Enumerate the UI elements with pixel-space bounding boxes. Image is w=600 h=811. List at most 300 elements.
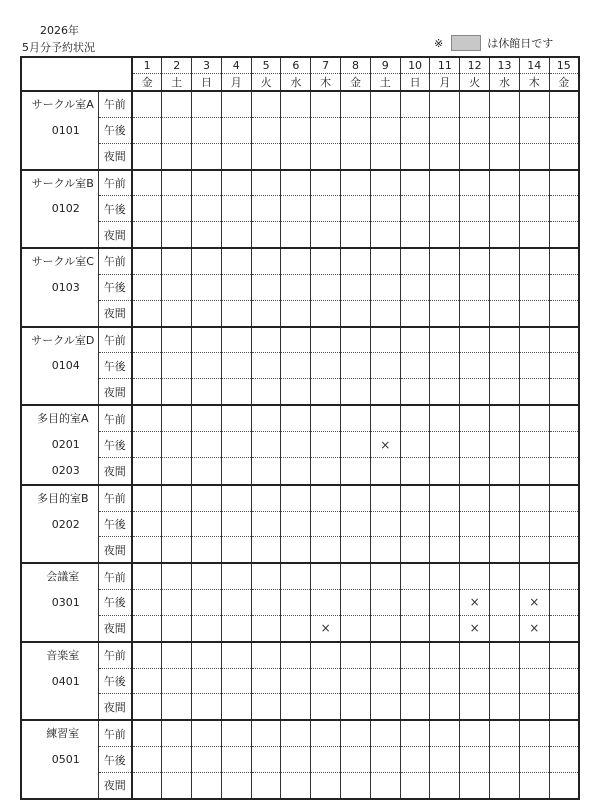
table-row bbox=[21, 458, 579, 485]
availability-cell bbox=[251, 353, 281, 379]
room-name: サークル室D bbox=[31, 333, 95, 347]
availability-cell bbox=[519, 694, 549, 720]
availability-cell bbox=[549, 511, 579, 537]
availability-cell bbox=[132, 485, 162, 511]
availability-cell bbox=[251, 432, 281, 458]
availability-cell bbox=[370, 458, 400, 485]
availability-cell bbox=[490, 327, 520, 353]
availability-cell bbox=[460, 720, 490, 746]
availability-cell bbox=[370, 772, 400, 798]
availability-cell bbox=[162, 772, 192, 798]
availability-cell bbox=[400, 117, 430, 143]
availability-cell bbox=[490, 274, 520, 300]
availability-cell bbox=[341, 248, 371, 274]
availability-cell bbox=[549, 537, 579, 563]
availability-cell bbox=[221, 274, 251, 300]
availability-cell bbox=[460, 563, 490, 589]
availability-cell bbox=[311, 432, 341, 458]
availability-cell bbox=[490, 379, 520, 405]
availability-cell bbox=[251, 327, 281, 353]
weekday-label: 木 bbox=[311, 74, 341, 92]
availability-cell bbox=[370, 300, 400, 326]
table-row bbox=[21, 196, 579, 222]
availability-cell bbox=[311, 590, 341, 616]
table-row bbox=[21, 772, 579, 798]
availability-cell bbox=[519, 91, 549, 117]
availability-cell bbox=[460, 117, 490, 143]
slot-label: 夜間 bbox=[98, 615, 132, 641]
room-cell bbox=[21, 327, 98, 406]
availability-cell bbox=[370, 170, 400, 196]
availability-cell bbox=[400, 694, 430, 720]
availability-cell bbox=[400, 300, 430, 326]
availability-cell bbox=[370, 747, 400, 773]
availability-cell bbox=[192, 458, 222, 485]
availability-cell bbox=[311, 772, 341, 798]
availability-cell bbox=[490, 170, 520, 196]
availability-cell bbox=[460, 432, 490, 458]
availability-cell bbox=[341, 327, 371, 353]
availability-cell bbox=[549, 615, 579, 641]
availability-cell bbox=[400, 196, 430, 222]
availability-cell bbox=[251, 642, 281, 668]
availability-cell bbox=[430, 747, 460, 773]
slot-label: 午前 bbox=[98, 720, 132, 746]
availability-cell bbox=[341, 590, 371, 616]
availability-cell bbox=[251, 300, 281, 326]
availability-cell bbox=[519, 668, 549, 694]
availability-cell bbox=[549, 485, 579, 511]
reserved-cell: × bbox=[519, 590, 549, 616]
availability-cell bbox=[221, 143, 251, 169]
availability-cell bbox=[460, 248, 490, 274]
availability-cell bbox=[549, 196, 579, 222]
availability-cell bbox=[460, 458, 490, 485]
availability-cell bbox=[192, 615, 222, 641]
availability-cell bbox=[430, 668, 460, 694]
availability-cell bbox=[519, 405, 549, 432]
availability-cell bbox=[549, 432, 579, 458]
availability-cell bbox=[519, 353, 549, 379]
reserved-cell: × bbox=[519, 615, 549, 641]
day-number: 15 bbox=[549, 57, 579, 74]
room-name: 多目的室A bbox=[36, 412, 89, 426]
availability-cell bbox=[341, 668, 371, 694]
availability-cell bbox=[370, 694, 400, 720]
availability-cell bbox=[341, 642, 371, 668]
availability-cell bbox=[192, 720, 222, 746]
availability-cell bbox=[311, 143, 341, 169]
availability-cell bbox=[251, 196, 281, 222]
availability-cell bbox=[460, 511, 490, 537]
availability-cell bbox=[430, 485, 460, 511]
availability-cell bbox=[549, 642, 579, 668]
availability-cell bbox=[490, 615, 520, 641]
availability-cell bbox=[311, 511, 341, 537]
availability-cell bbox=[311, 91, 341, 117]
weekday-label: 水 bbox=[490, 74, 520, 92]
availability-cell bbox=[221, 720, 251, 746]
day-number: 1 bbox=[132, 57, 162, 74]
availability-cell bbox=[132, 615, 162, 641]
availability-cell bbox=[400, 91, 430, 117]
availability-cell bbox=[519, 300, 549, 326]
availability-cell bbox=[400, 485, 430, 511]
weekday-label: 月 bbox=[221, 74, 251, 92]
table-row bbox=[21, 117, 579, 143]
availability-cell bbox=[430, 720, 460, 746]
table-row bbox=[21, 668, 579, 694]
availability-cell bbox=[460, 274, 490, 300]
availability-cell bbox=[251, 91, 281, 117]
slot-label: 午前 bbox=[98, 485, 132, 511]
availability-cell bbox=[341, 458, 371, 485]
availability-cell bbox=[400, 590, 430, 616]
day-number: 12 bbox=[460, 57, 490, 74]
room-cell bbox=[21, 405, 98, 485]
table-row bbox=[21, 511, 579, 537]
room-cell bbox=[21, 563, 98, 642]
availability-cell bbox=[221, 248, 251, 274]
availability-cell bbox=[490, 511, 520, 537]
day-number: 11 bbox=[430, 57, 460, 74]
table-row bbox=[21, 747, 579, 773]
slot-label: 午後 bbox=[98, 747, 132, 773]
availability-cell bbox=[490, 458, 520, 485]
slot-label: 午前 bbox=[98, 642, 132, 668]
availability-cell bbox=[192, 485, 222, 511]
table-row bbox=[21, 720, 579, 746]
availability-cell bbox=[460, 143, 490, 169]
availability-cell bbox=[251, 563, 281, 589]
availability-cell bbox=[341, 772, 371, 798]
availability-cell bbox=[460, 485, 490, 511]
availability-cell bbox=[311, 196, 341, 222]
availability-cell bbox=[430, 772, 460, 798]
availability-cell bbox=[519, 747, 549, 773]
availability-cell bbox=[311, 117, 341, 143]
availability-cell bbox=[221, 91, 251, 117]
availability-cell bbox=[490, 353, 520, 379]
room-name: 練習室 bbox=[46, 727, 80, 741]
availability-cell bbox=[281, 405, 311, 432]
availability-cell bbox=[221, 432, 251, 458]
slot-label: 午前 bbox=[98, 327, 132, 353]
availability-cell bbox=[251, 274, 281, 300]
availability-cell bbox=[430, 405, 460, 432]
availability-cell bbox=[281, 485, 311, 511]
availability-cell bbox=[341, 274, 371, 300]
availability-cell bbox=[221, 694, 251, 720]
availability-cell bbox=[549, 563, 579, 589]
availability-cell bbox=[162, 720, 192, 746]
availability-cell bbox=[281, 537, 311, 563]
availability-cell bbox=[192, 327, 222, 353]
availability-cell bbox=[281, 772, 311, 798]
availability-cell bbox=[311, 327, 341, 353]
availability-cell bbox=[400, 379, 430, 405]
availability-cell bbox=[430, 511, 460, 537]
availability-cell bbox=[132, 196, 162, 222]
availability-cell bbox=[341, 720, 371, 746]
availability-cell bbox=[341, 300, 371, 326]
slot-label: 午後 bbox=[98, 668, 132, 694]
availability-cell bbox=[400, 642, 430, 668]
availability-cell bbox=[519, 485, 549, 511]
availability-cell bbox=[251, 458, 281, 485]
availability-cell bbox=[281, 196, 311, 222]
availability-cell bbox=[400, 248, 430, 274]
availability-cell bbox=[162, 563, 192, 589]
availability-cell bbox=[549, 222, 579, 248]
availability-cell bbox=[251, 379, 281, 405]
availability-cell bbox=[162, 117, 192, 143]
availability-cell bbox=[370, 222, 400, 248]
availability-cell bbox=[311, 274, 341, 300]
availability-cell bbox=[281, 117, 311, 143]
availability-cell bbox=[400, 668, 430, 694]
availability-cell bbox=[162, 747, 192, 773]
slot-label: 午後 bbox=[98, 196, 132, 222]
day-number: 9 bbox=[370, 57, 400, 74]
availability-cell bbox=[370, 563, 400, 589]
table-row bbox=[21, 379, 579, 405]
table-row bbox=[21, 615, 579, 641]
weekday-label: 金 bbox=[341, 74, 371, 92]
day-number: 5 bbox=[251, 57, 281, 74]
day-number: 10 bbox=[400, 57, 430, 74]
availability-cell bbox=[281, 170, 311, 196]
availability-cell bbox=[370, 615, 400, 641]
availability-cell bbox=[549, 720, 579, 746]
table-row bbox=[21, 248, 579, 274]
availability-cell bbox=[490, 143, 520, 169]
corner-cell bbox=[21, 57, 132, 91]
availability-cell bbox=[400, 327, 430, 353]
availability-cell bbox=[192, 353, 222, 379]
slot-label: 夜間 bbox=[98, 379, 132, 405]
slot-label: 午後 bbox=[98, 511, 132, 537]
availability-cell bbox=[519, 458, 549, 485]
availability-cell bbox=[370, 353, 400, 379]
availability-cell bbox=[221, 590, 251, 616]
room-name: 音楽室 bbox=[46, 648, 80, 662]
legend-mark: ※ bbox=[434, 36, 444, 50]
slot-label: 午前 bbox=[98, 170, 132, 196]
availability-cell bbox=[370, 668, 400, 694]
availability-cell bbox=[490, 432, 520, 458]
availability-cell bbox=[132, 222, 162, 248]
availability-cell bbox=[460, 642, 490, 668]
availability-cell bbox=[311, 668, 341, 694]
table-row bbox=[21, 222, 579, 248]
room-cell bbox=[21, 248, 98, 327]
availability-cell bbox=[311, 405, 341, 432]
availability-cell bbox=[400, 405, 430, 432]
legend bbox=[434, 35, 553, 51]
availability-cell bbox=[192, 196, 222, 222]
availability-cell bbox=[519, 379, 549, 405]
availability-cell bbox=[430, 196, 460, 222]
availability-cell bbox=[162, 537, 192, 563]
availability-cell bbox=[370, 537, 400, 563]
weekday-label: 土 bbox=[162, 74, 192, 92]
availability-cell bbox=[430, 537, 460, 563]
availability-cell bbox=[341, 353, 371, 379]
availability-cell bbox=[400, 537, 430, 563]
room-name: サークル室A bbox=[31, 98, 94, 111]
availability-cell bbox=[192, 117, 222, 143]
availability-cell bbox=[311, 747, 341, 773]
availability-cell bbox=[281, 432, 311, 458]
availability-cell bbox=[281, 668, 311, 694]
availability-cell bbox=[460, 222, 490, 248]
weekday-label: 日 bbox=[400, 74, 430, 92]
availability-cell bbox=[221, 747, 251, 773]
availability-cell bbox=[400, 432, 430, 458]
availability-cell bbox=[162, 432, 192, 458]
availability-cell bbox=[251, 143, 281, 169]
availability-cell bbox=[281, 615, 311, 641]
availability-cell bbox=[251, 537, 281, 563]
availability-cell bbox=[341, 537, 371, 563]
availability-cell bbox=[311, 694, 341, 720]
availability-cell bbox=[549, 458, 579, 485]
availability-cell bbox=[430, 458, 460, 485]
availability-cell bbox=[549, 117, 579, 143]
availability-cell bbox=[549, 274, 579, 300]
table-row bbox=[21, 353, 579, 379]
availability-cell bbox=[519, 720, 549, 746]
availability-cell bbox=[192, 143, 222, 169]
availability-cell bbox=[400, 772, 430, 798]
availability-cell bbox=[341, 511, 371, 537]
availability-cell bbox=[162, 170, 192, 196]
availability-cell bbox=[221, 353, 251, 379]
room-name: サークル室C bbox=[31, 255, 94, 269]
availability-cell bbox=[549, 170, 579, 196]
availability-cell bbox=[370, 91, 400, 117]
availability-cell bbox=[400, 458, 430, 485]
availability-cell bbox=[460, 300, 490, 326]
availability-cell bbox=[221, 642, 251, 668]
availability-cell bbox=[519, 642, 549, 668]
availability-cell bbox=[192, 274, 222, 300]
availability-cell bbox=[430, 143, 460, 169]
day-number: 8 bbox=[341, 57, 371, 74]
availability-cell bbox=[221, 300, 251, 326]
availability-cell bbox=[519, 432, 549, 458]
availability-cell bbox=[162, 405, 192, 432]
availability-cell bbox=[490, 590, 520, 616]
availability-cell bbox=[490, 720, 520, 746]
availability-cell bbox=[519, 327, 549, 353]
availability-cell bbox=[430, 694, 460, 720]
day-number: 7 bbox=[311, 57, 341, 74]
room-code: 0401 bbox=[51, 674, 80, 688]
availability-cell bbox=[162, 143, 192, 169]
availability-cell bbox=[519, 274, 549, 300]
availability-cell bbox=[341, 694, 371, 720]
reserved-cell: × bbox=[460, 615, 490, 641]
reserved-cell: × bbox=[311, 615, 341, 641]
availability-cell bbox=[430, 327, 460, 353]
room-name: 会議室 bbox=[46, 570, 80, 584]
slot-label: 午後 bbox=[98, 590, 132, 616]
availability-cell bbox=[400, 747, 430, 773]
availability-cell bbox=[221, 458, 251, 485]
availability-cell bbox=[490, 91, 520, 117]
availability-cell bbox=[251, 668, 281, 694]
availability-cell bbox=[311, 563, 341, 589]
availability-cell bbox=[192, 91, 222, 117]
availability-cell bbox=[341, 432, 371, 458]
availability-cell bbox=[221, 615, 251, 641]
availability-cell bbox=[370, 327, 400, 353]
availability-cell bbox=[460, 405, 490, 432]
availability-cell bbox=[192, 170, 222, 196]
availability-cell bbox=[460, 91, 490, 117]
availability-cell bbox=[162, 196, 192, 222]
availability-cell bbox=[490, 196, 520, 222]
legend-text: は休館日です bbox=[487, 37, 554, 50]
availability-cell bbox=[549, 143, 579, 169]
availability-cell bbox=[132, 91, 162, 117]
room-cell bbox=[21, 91, 98, 170]
room-name: サークル室B bbox=[31, 176, 94, 190]
availability-cell bbox=[192, 747, 222, 773]
availability-cell bbox=[251, 117, 281, 143]
room-cell bbox=[21, 720, 98, 799]
availability-cell bbox=[460, 772, 490, 798]
availability-cell bbox=[370, 405, 400, 432]
availability-cell bbox=[162, 300, 192, 326]
availability-cell bbox=[311, 642, 341, 668]
availability-cell bbox=[370, 196, 400, 222]
availability-cell bbox=[311, 170, 341, 196]
availability-cell bbox=[192, 405, 222, 432]
slot-label: 午前 bbox=[98, 563, 132, 589]
availability-cell bbox=[490, 772, 520, 798]
availability-cell bbox=[192, 300, 222, 326]
day-number-row bbox=[21, 57, 579, 74]
table-row bbox=[21, 91, 579, 117]
availability-cell bbox=[221, 563, 251, 589]
availability-cell bbox=[162, 668, 192, 694]
availability-cell bbox=[132, 327, 162, 353]
slot-label: 午後 bbox=[98, 432, 132, 458]
availability-cell bbox=[400, 222, 430, 248]
availability-cell bbox=[251, 485, 281, 511]
availability-cell bbox=[162, 91, 192, 117]
availability-cell bbox=[281, 379, 311, 405]
availability-cell bbox=[192, 590, 222, 616]
availability-cell bbox=[281, 590, 311, 616]
table-row bbox=[21, 590, 579, 616]
room-code: 0501 bbox=[51, 753, 80, 767]
availability-cell bbox=[162, 615, 192, 641]
availability-cell bbox=[430, 432, 460, 458]
slot-label: 夜間 bbox=[98, 300, 132, 326]
availability-cell bbox=[519, 537, 549, 563]
availability-cell bbox=[162, 248, 192, 274]
table-row bbox=[21, 563, 579, 589]
availability-cell bbox=[430, 248, 460, 274]
availability-cell bbox=[132, 117, 162, 143]
availability-cell bbox=[519, 170, 549, 196]
room-cell bbox=[21, 642, 98, 721]
room-code: 0201 bbox=[51, 437, 80, 451]
